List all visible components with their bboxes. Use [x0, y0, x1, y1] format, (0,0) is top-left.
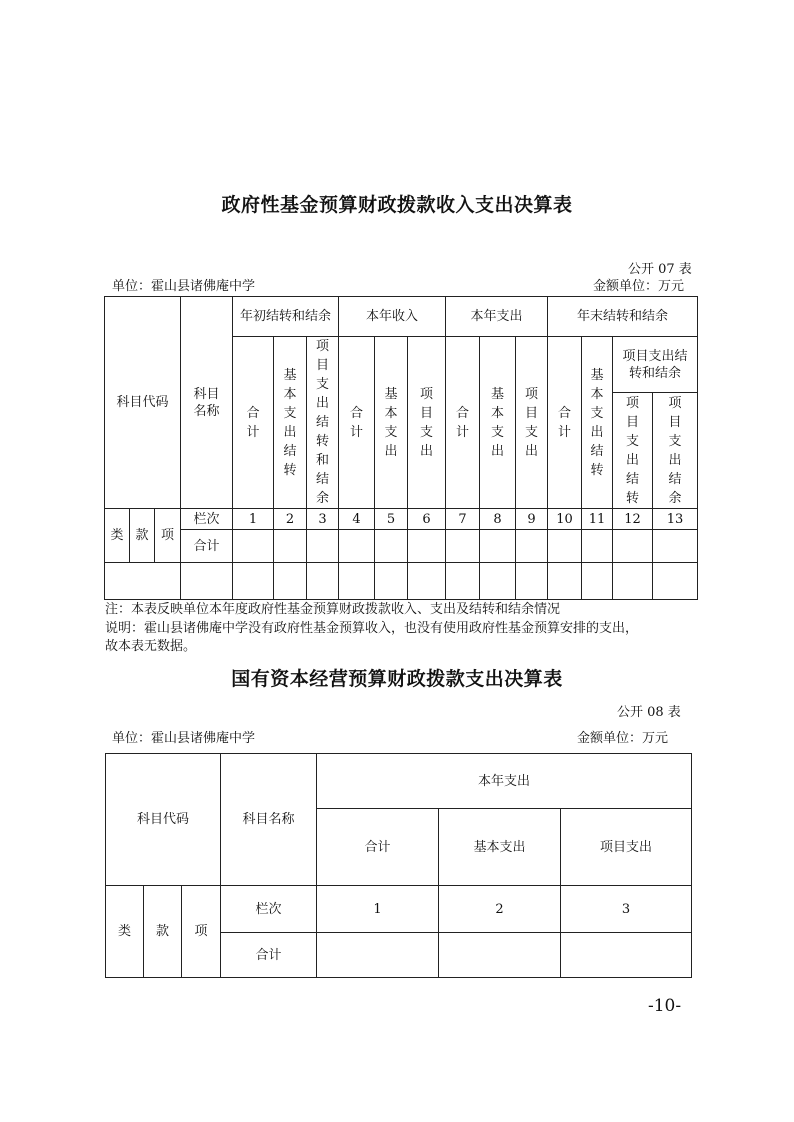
table2-unit: 单位：霍山县诸佛庵中学: [112, 731, 256, 746]
table1-grid: [104, 296, 698, 600]
column-number: 9: [516, 509, 548, 530]
column-number: 3: [307, 509, 339, 530]
t2-total-row-label: 合计: [221, 933, 317, 978]
column-number: 1: [233, 509, 274, 530]
column-number: 2: [274, 509, 307, 530]
table1-explanation: 说明：霍山县诸佛庵中学没有政府性基金预算收入，也没有使用政府性基金预算安排的支出，: [105, 621, 639, 636]
begin-project-carry-header: 项目支出结转和结余: [307, 337, 339, 509]
t2-total-header: 合计: [317, 809, 439, 886]
t2-expense-header: 本年支出: [317, 754, 692, 809]
column-number: 2: [439, 886, 561, 933]
t2-kuan-header: 款: [144, 886, 182, 978]
table2-grid: [105, 753, 692, 978]
t2-subject-code-header: 科目代码: [106, 754, 221, 886]
table1-title: 政府性基金预算财政拨款收入支出决算表: [221, 194, 573, 216]
end-balance-header: 年末结转和结余: [548, 297, 698, 337]
column-number: 12: [613, 509, 653, 530]
column-number: 10: [548, 509, 582, 530]
lanci-label: 栏次: [181, 509, 233, 530]
begin-balance-header: 年初结转和结余: [233, 297, 339, 337]
end-total-header: 合计: [548, 337, 582, 509]
t2-lanci-label: 栏次: [221, 886, 317, 933]
column-number: 11: [582, 509, 613, 530]
income-header: 本年收入: [339, 297, 446, 337]
table2-amount-unit: 金额单位：万元: [577, 731, 669, 746]
table1-unit: 单位：霍山县诸佛庵中学: [112, 279, 256, 294]
column-number: 6: [408, 509, 446, 530]
table-row: [105, 563, 698, 600]
table1-form-number: 公开 07 表: [628, 262, 692, 277]
income-project-header: 项目支出: [408, 337, 446, 509]
subject-code-header: 科目代码: [105, 297, 181, 509]
end-project-balance-header: 项目支出结余: [653, 393, 698, 509]
begin-total-header: 合计: [233, 337, 274, 509]
expense-total-header: 合计: [446, 337, 480, 509]
column-number: 13: [653, 509, 698, 530]
expense-header: 本年支出: [446, 297, 548, 337]
table2-title: 国有资本经营预算财政拨款支出决算表: [231, 668, 563, 690]
kuan-header: 款: [130, 509, 155, 563]
column-number: 4: [339, 509, 375, 530]
lei-header: 类: [105, 509, 130, 563]
column-number: 8: [480, 509, 516, 530]
income-basic-header: 基本支出: [375, 337, 408, 509]
t2-project-header: 项目支出: [561, 809, 692, 886]
t2-lei-header: 类: [106, 886, 144, 978]
column-number: 3: [561, 886, 692, 933]
income-total-header: 合计: [339, 337, 375, 509]
t2-basic-header: 基本支出: [439, 809, 561, 886]
column-number: 1: [317, 886, 439, 933]
table1-note: 注：本表反映单位本年度政府性基金预算财政拨款收入、支出及结转和结余情况: [105, 602, 561, 617]
end-project-carry-balance-header: 项目支出结转和结余: [613, 337, 698, 393]
table2-form-number: 公开 08 表: [617, 705, 681, 720]
column-number: 7: [446, 509, 480, 530]
end-project-carry-header: 项目支出结转: [613, 393, 653, 509]
subject-name-header: 科目名称: [181, 297, 233, 509]
end-basic-carry-header: 基本支出结转: [582, 337, 613, 509]
expense-basic-header: 基本支出: [480, 337, 516, 509]
table1-amount-unit: 金额单位：万元: [593, 279, 685, 294]
column-number: 5: [375, 509, 408, 530]
total-row-label: 合计: [181, 530, 233, 563]
t2-xiang-header: 项: [182, 886, 221, 978]
page-number: -10-: [648, 996, 682, 1016]
begin-basic-carry-header: 基本支出结转: [274, 337, 307, 509]
t2-subject-name-header: 科目名称: [221, 754, 317, 886]
table1-explanation-cont: 故本表无数据。: [105, 639, 197, 654]
xiang-header: 项: [155, 509, 181, 563]
expense-project-header: 项目支出: [516, 337, 548, 509]
